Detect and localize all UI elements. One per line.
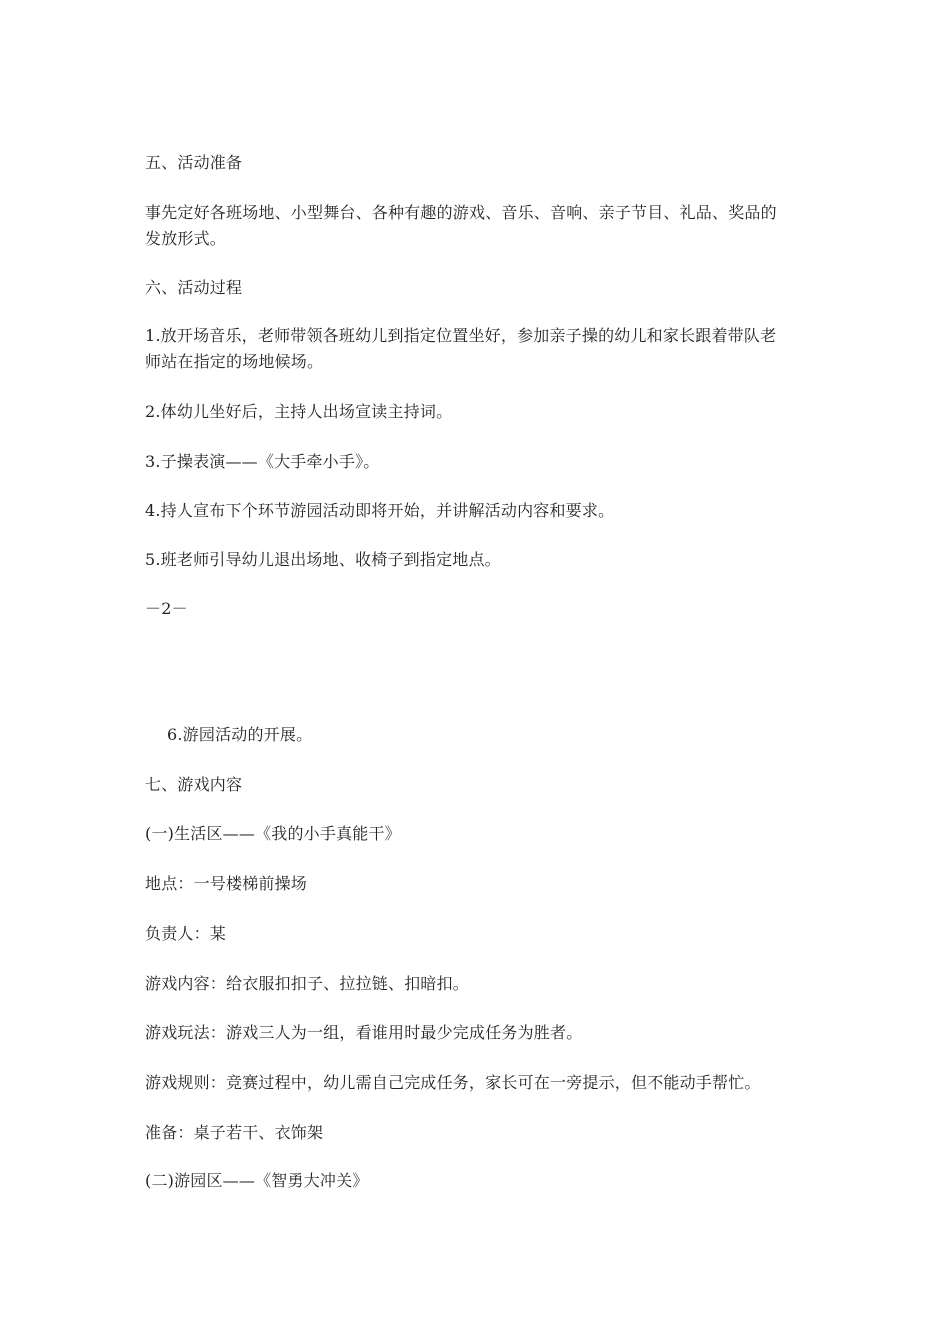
process-step-3: 3.子操表演——《大手牵小手》。 — [145, 452, 380, 471]
process-step-6: 6.游园活动的开展。 — [167, 725, 313, 744]
process-step-4: 4.持人宣布下个环节游园活动即将开始，并讲解活动内容和要求。 — [145, 501, 615, 520]
zone-1-game-play: 游戏玩法：游戏三人为一组，看谁用时最少完成任务为胜者。 — [145, 1023, 583, 1042]
zone-1-preparation: 准备：桌子若干、衣饰架 — [145, 1123, 324, 1142]
preparation-text-line-2: 发放形式。 — [145, 229, 227, 248]
process-step-5: 5.班老师引导幼儿退出场地、收椅子到指定地点。 — [145, 550, 501, 569]
process-step-1-line-2: 师站在指定的场地候场。 — [145, 352, 324, 371]
preparation-text-line-1: 事先定好各班场地、小型舞台、各种有趣的游戏、音乐、音响、亲子节目、礼品、奖品的 — [145, 203, 777, 222]
section-heading-preparation: 五、活动准备 — [145, 153, 243, 172]
section-heading-process: 六、活动过程 — [145, 278, 243, 297]
zone-1-location: 地点：一号楼梯前操场 — [145, 874, 308, 893]
page-number: －2－ — [145, 599, 188, 618]
zone-1-person-in-charge: 负责人：某 — [145, 924, 227, 943]
zone-2-title: (二)游园区——《智勇大冲关》 — [145, 1171, 369, 1190]
process-step-1-line-1: 1.放开场音乐，老师带领各班幼儿到指定位置坐好，参加亲子操的幼儿和家长跟着带队老 — [145, 326, 777, 345]
zone-1-game-rules: 游戏规则：竞赛过程中，幼儿需自己完成任务，家长可在一旁提示，但不能动手帮忙。 — [145, 1073, 761, 1092]
zone-1-title: (一)生活区——《我的小手真能干》 — [145, 824, 401, 843]
zone-1-game-content: 游戏内容：给衣服扣扣子、拉拉链、扣暗扣。 — [145, 974, 470, 993]
process-step-2: 2.体幼儿坐好后，主持人出场宣读主持词。 — [145, 402, 453, 421]
section-heading-games: 七、游戏内容 — [145, 775, 243, 794]
